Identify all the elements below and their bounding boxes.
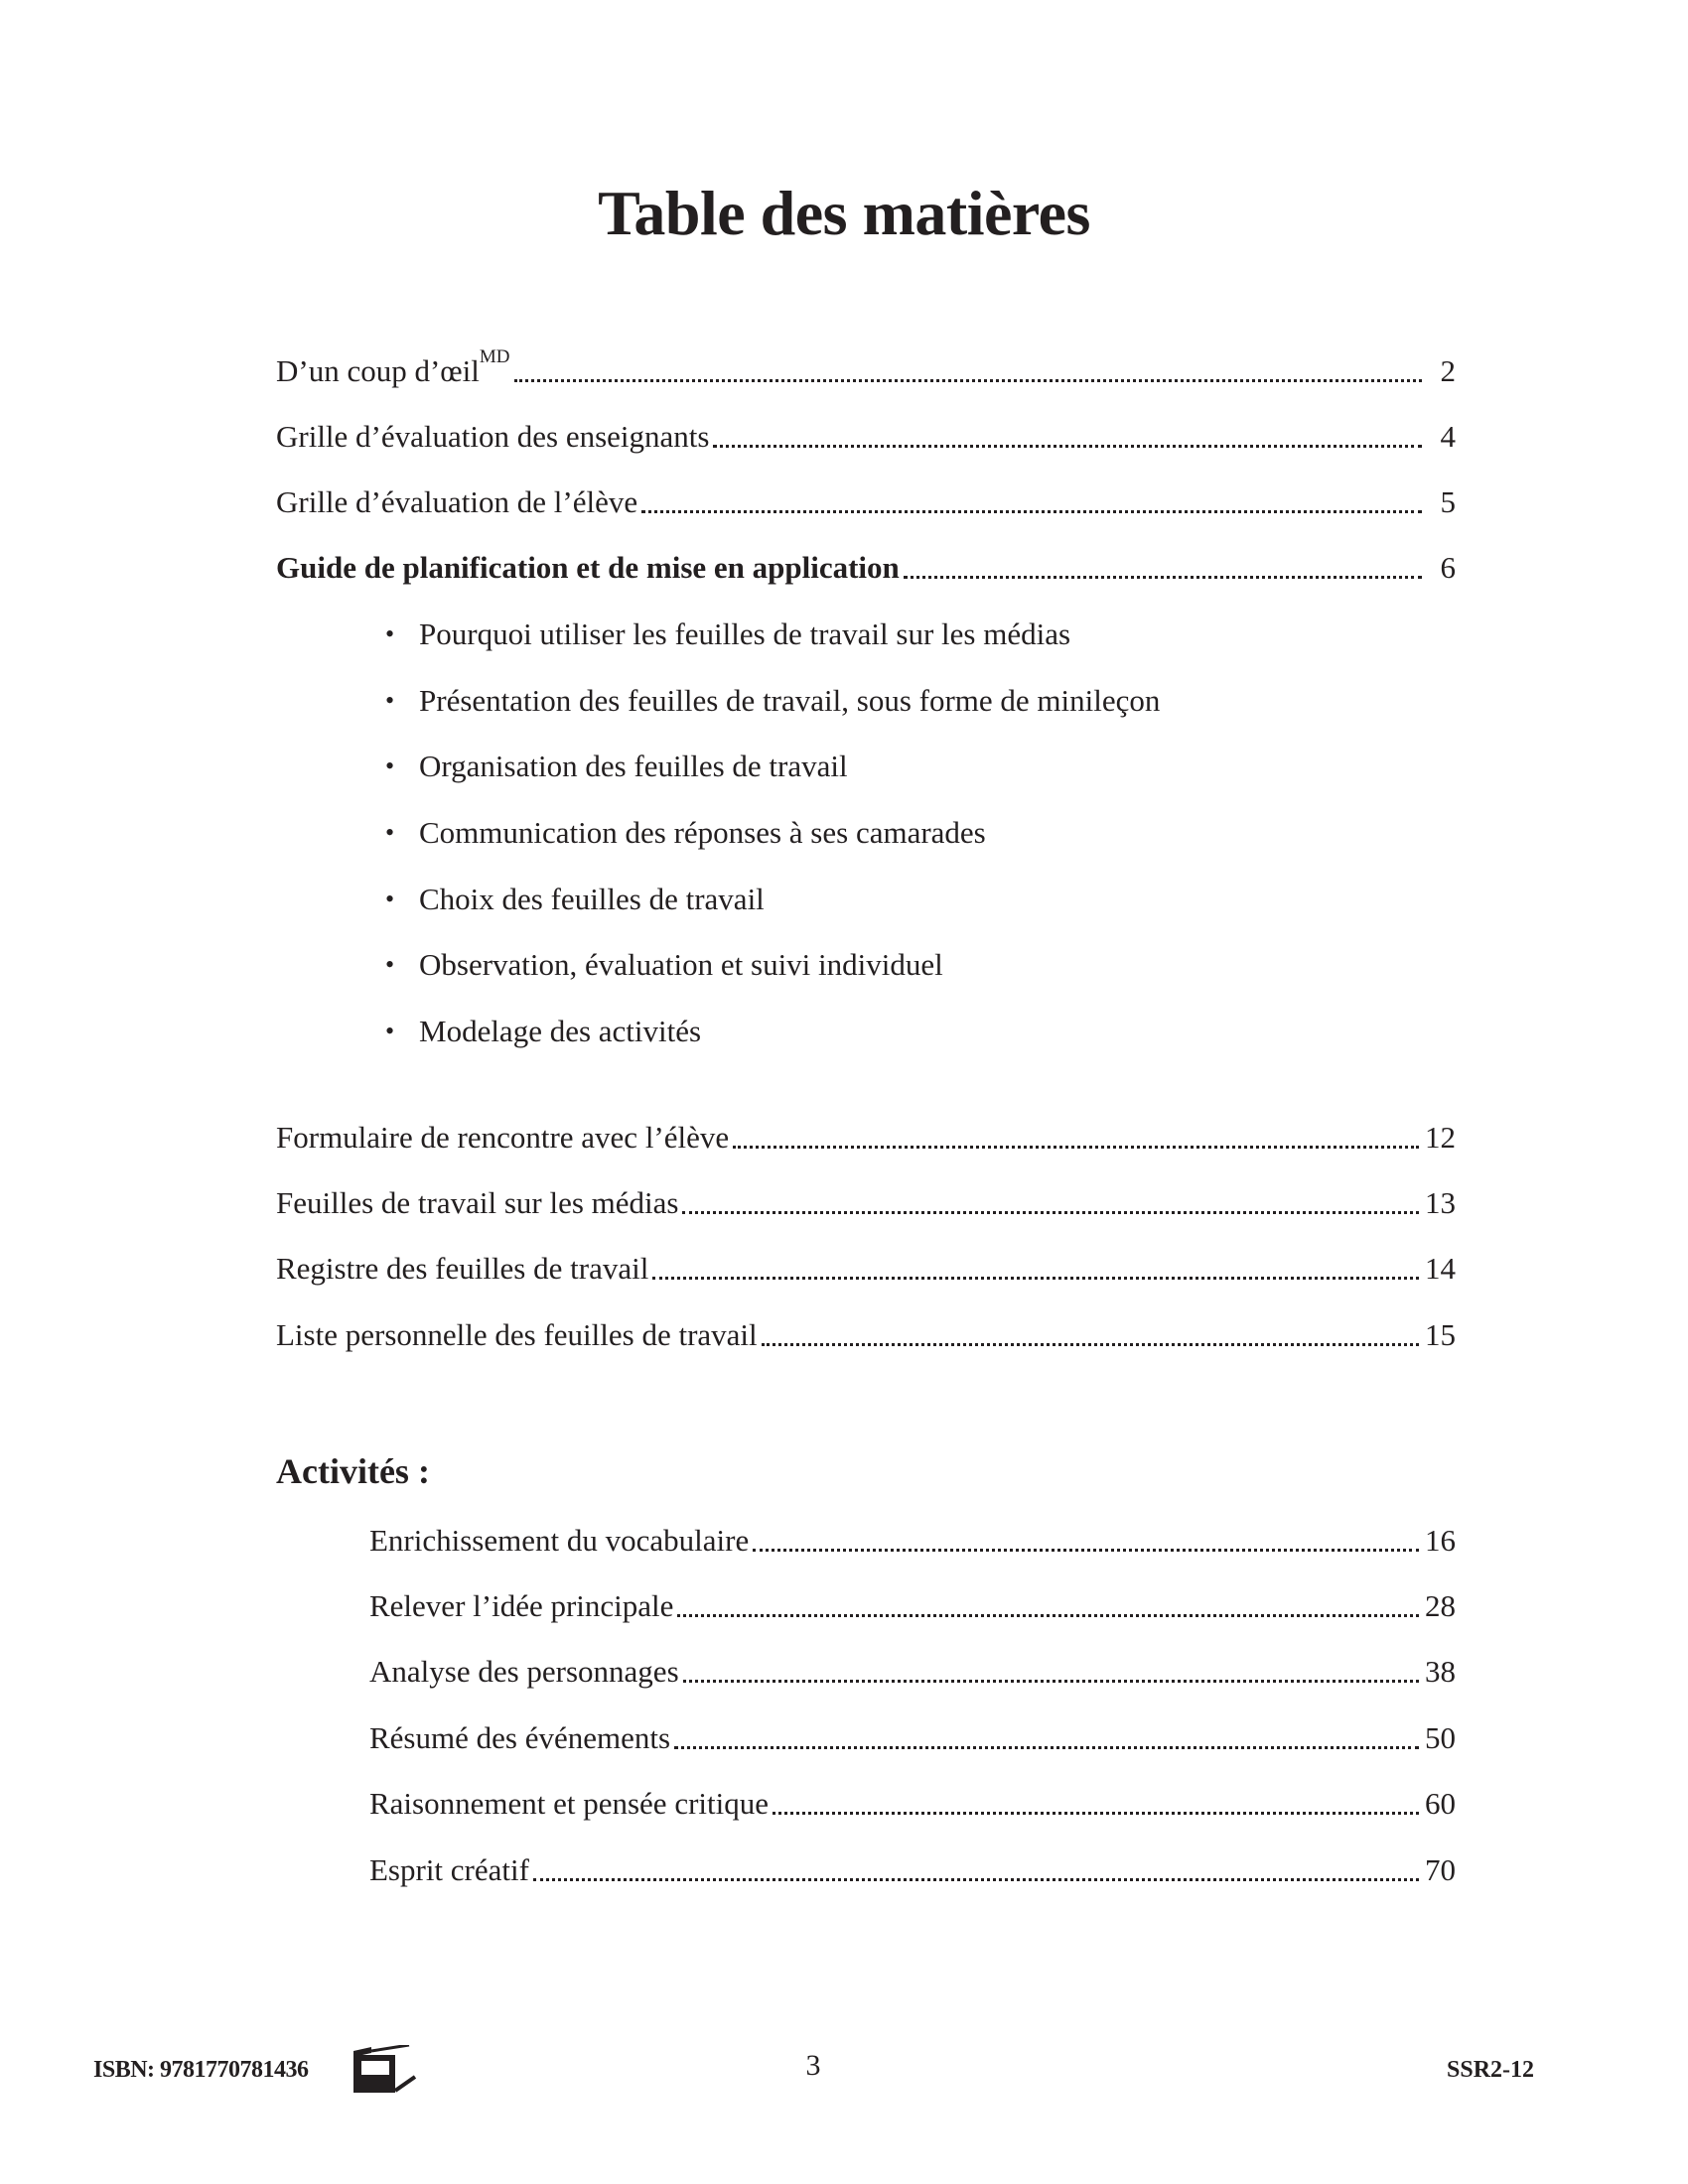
activities-heading: Activités : xyxy=(276,1451,430,1491)
activity-entry[interactable] xyxy=(369,1718,1456,1758)
dot-leader xyxy=(773,1812,1419,1815)
dot-leader xyxy=(683,1680,1419,1683)
toc-entry-guide[interactable] xyxy=(276,548,1456,588)
bullet-text: Modelage des activités xyxy=(419,1014,702,1048)
dot-leader xyxy=(641,510,1422,513)
toc-entry-page: 6 xyxy=(1440,550,1456,585)
dot-leader xyxy=(674,1746,1419,1749)
bullet-icon: • xyxy=(385,686,395,715)
guide-bullet-item xyxy=(385,1012,701,1051)
activity-label: Enrichissement du vocabulaire xyxy=(369,1523,750,1558)
activity-entry[interactable] xyxy=(369,1652,1456,1692)
toc-entry[interactable] xyxy=(276,1315,1456,1355)
page-number: 3 xyxy=(805,2049,821,2082)
activity-page: 38 xyxy=(1425,1654,1456,1689)
page-title: Table des matières xyxy=(598,178,1090,248)
toc-entry[interactable] xyxy=(276,1249,1456,1289)
dot-leader xyxy=(713,445,1422,448)
activity-entry[interactable] xyxy=(369,1521,1456,1561)
activity-page: 50 xyxy=(1425,1720,1456,1755)
bullet-icon: • xyxy=(385,885,395,913)
guide-bullet-item xyxy=(385,813,986,853)
bullet-text: Choix des feuilles de travail xyxy=(419,882,765,916)
toc-entry-page: 13 xyxy=(1425,1185,1456,1220)
toc-entry-label: Formulaire de rencontre avec l’élève xyxy=(276,1120,730,1155)
bullet-text: Organisation des feuilles de travail xyxy=(419,749,848,783)
dot-leader xyxy=(652,1277,1419,1280)
toc-entry-label: Liste personnelle des feuilles de travail xyxy=(276,1317,758,1352)
bullet-icon: • xyxy=(385,1017,395,1045)
dot-leader xyxy=(733,1146,1419,1149)
toc-entry-page: 2 xyxy=(1440,353,1456,388)
bullet-text: Communication des réponses à ses camarades xyxy=(419,815,986,850)
isbn-text: ISBN: 9781770781436 xyxy=(93,2057,309,2083)
activity-label: Esprit créatif xyxy=(369,1852,529,1887)
guide-bullet-item xyxy=(385,614,1070,654)
bullet-text: Observation, évaluation et suivi individuel xyxy=(419,947,943,982)
activity-page: 16 xyxy=(1425,1523,1456,1558)
dot-leader xyxy=(753,1549,1419,1552)
toc-entry[interactable] xyxy=(276,1183,1456,1223)
guide-bullet-item xyxy=(385,880,765,919)
activity-page: 28 xyxy=(1425,1588,1456,1623)
bullet-text: Pourquoi utiliser les feuilles de travail sur les médias xyxy=(419,616,1071,651)
toc-entry-label: Grille d’évaluation des enseignants xyxy=(276,419,710,454)
dot-leader xyxy=(904,576,1422,579)
toc-entry-label: Guide de planification et de mise en application xyxy=(276,550,900,585)
guide-bullet-item xyxy=(385,945,943,985)
toc-entry-label: Registre des feuilles de travail xyxy=(276,1251,649,1286)
bullet-icon: • xyxy=(385,818,395,847)
dot-leader xyxy=(762,1343,1419,1346)
dot-leader xyxy=(677,1614,1419,1617)
dot-leader xyxy=(682,1211,1419,1214)
bullet-icon: • xyxy=(385,751,395,780)
bullet-icon: • xyxy=(385,619,395,648)
guide-bullet-item xyxy=(385,747,848,786)
activity-entry[interactable] xyxy=(369,1784,1456,1824)
activity-label: Relever l’idée principale xyxy=(369,1588,674,1623)
toc-entry-page: 14 xyxy=(1425,1251,1456,1286)
activity-page: 60 xyxy=(1425,1786,1456,1821)
bullet-text: Présentation des feuilles de travail, sous forme de minileçon xyxy=(419,683,1161,718)
activity-page: 70 xyxy=(1425,1852,1456,1887)
toc-entry-page: 4 xyxy=(1440,419,1456,454)
dot-leader xyxy=(514,379,1422,382)
activity-label: Analyse des personnages xyxy=(369,1654,679,1689)
toc-entry-label: Feuilles de travail sur les médias xyxy=(276,1185,679,1220)
toc-entry-page: 15 xyxy=(1425,1317,1456,1352)
activity-entry[interactable] xyxy=(369,1850,1456,1890)
toc-entry-page: 12 xyxy=(1425,1120,1456,1155)
bullet-icon: • xyxy=(385,950,395,979)
toc-entry[interactable] xyxy=(276,417,1456,457)
toc-entry[interactable] xyxy=(276,482,1456,522)
activity-label: Résumé des événements xyxy=(369,1720,671,1755)
toc-entry-page: 5 xyxy=(1440,484,1456,519)
activity-entry[interactable] xyxy=(369,1586,1456,1626)
trademark-superscript: MD xyxy=(479,346,510,367)
toc-entry-label: Grille d’évaluation de l’élève xyxy=(276,484,638,519)
product-code: SSR2-12 xyxy=(1447,2057,1535,2083)
activity-label: Raisonnement et pensée critique xyxy=(369,1786,770,1821)
toc-entry[interactable] xyxy=(276,1118,1456,1158)
dot-leader xyxy=(533,1878,1419,1881)
toc-entry-label: D’un coup d’œil$^{MD}$ xyxy=(276,346,510,388)
toc-entry[interactable] xyxy=(276,346,1456,391)
guide-bullet-item xyxy=(385,681,1160,721)
